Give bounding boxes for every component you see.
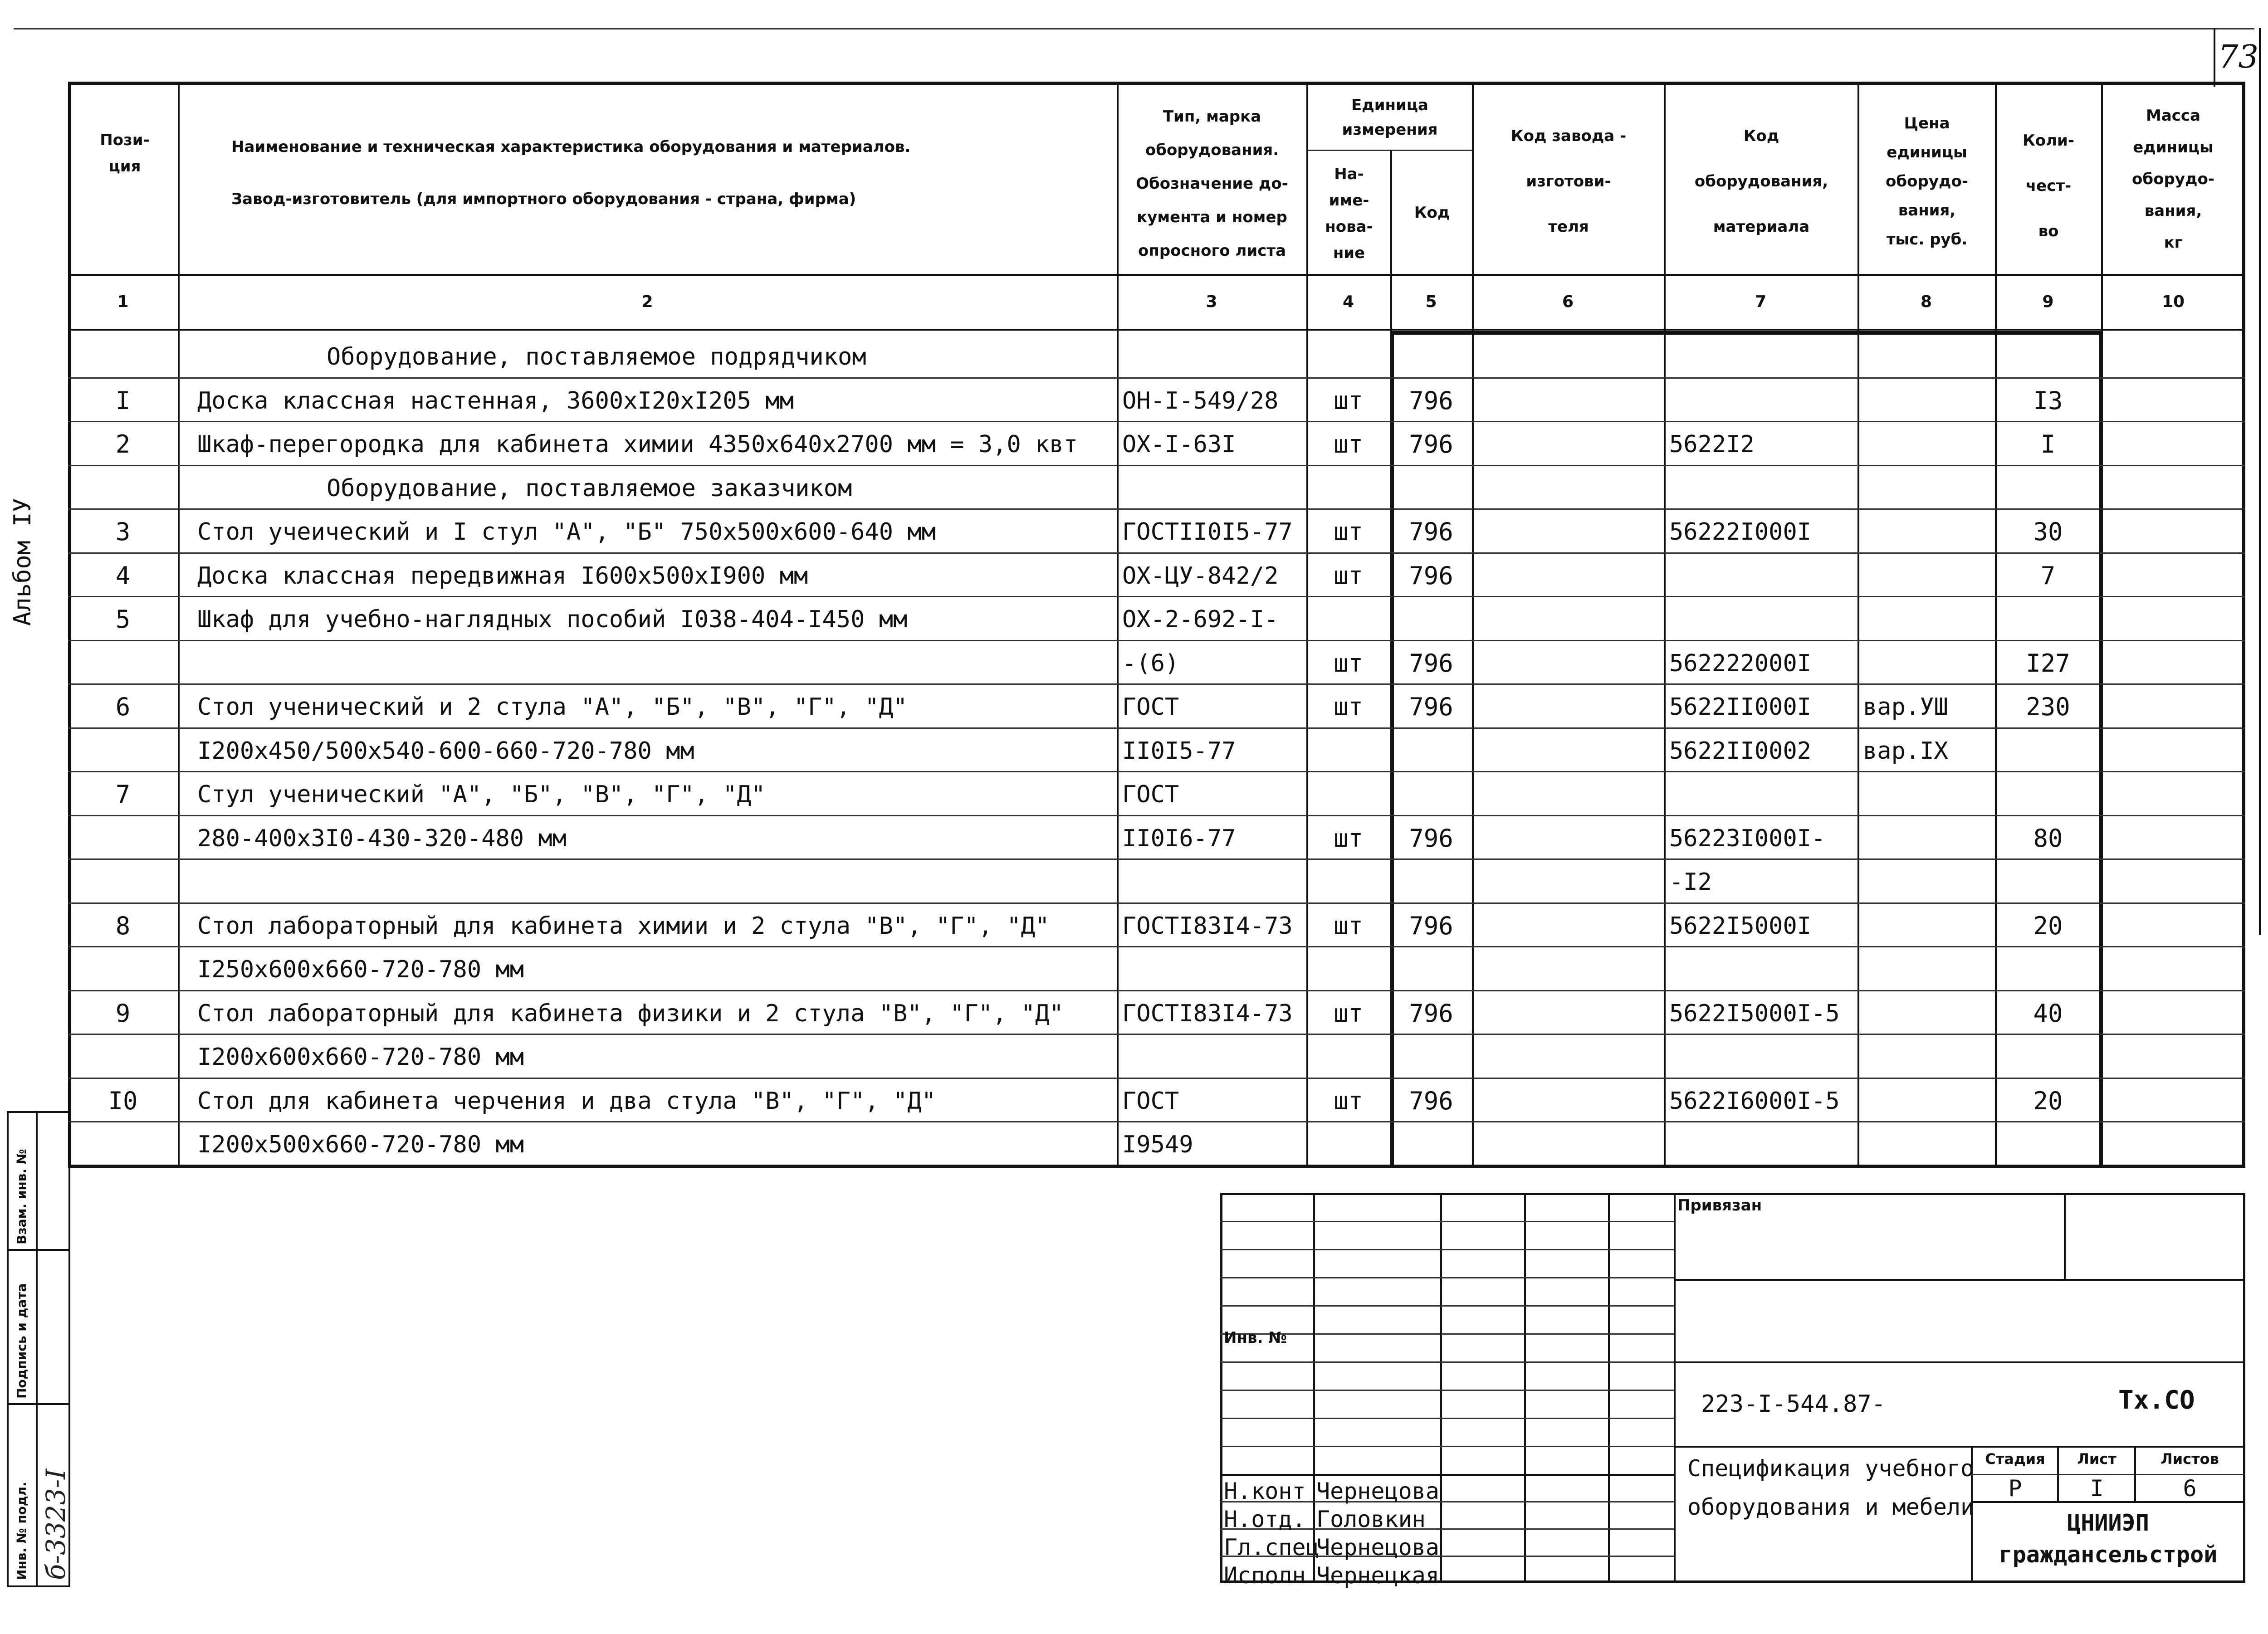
cell-type: II0I6-77 — [1122, 824, 1236, 852]
column-number: 9 — [2042, 293, 2054, 311]
cell-name: Стол ученический и 2 стула "А", "Б", "В", "Г", "Д" — [197, 693, 908, 721]
row-divider — [68, 771, 2245, 772]
cell-code: 796 — [1409, 824, 1453, 853]
side-stamp — [7, 1111, 70, 1587]
cell-qty: 7 — [2040, 561, 2056, 590]
hdr-type: Тип, марка оборудования. Обозначение до- кумента и номер опросного листа — [1136, 107, 1288, 260]
cell-pos: 3 — [115, 517, 131, 546]
hdr-equip-code: Код оборудования, материала — [1694, 127, 1828, 236]
sheet-label: Лист — [2077, 1450, 2116, 1468]
cell-equip: 5622II000I — [1669, 693, 1812, 721]
cell-name: Стол для кабинета черчения и два стула "В", "Г", "Д" — [197, 1087, 936, 1115]
cell-type: ГОСТI83I4-73 — [1122, 1000, 1293, 1027]
cell-type: ГОСТ — [1122, 781, 1179, 808]
hdr-pos: Пози- ция — [100, 131, 150, 176]
row-divider — [68, 815, 2245, 816]
row-divider — [68, 858, 2245, 860]
col-line-1 — [178, 82, 180, 1168]
cell-unit: шт — [1333, 1086, 1364, 1115]
inv-no-label: Инв. № — [1224, 1329, 1287, 1347]
cell-type: ОХ-ЦУ-842/2 — [1122, 562, 1279, 590]
cell-code: 796 — [1409, 386, 1453, 415]
org-line-2: граждансельстрой — [1999, 1541, 2218, 1568]
row-divider — [68, 640, 2245, 641]
column-number: 8 — [1920, 293, 1932, 311]
cell-price: вар.УШ — [1863, 693, 1948, 721]
hdr-price: Цена единицы оборудо- вания, тыс. руб. — [1886, 114, 1968, 249]
cell-pos: 8 — [115, 911, 131, 940]
cell-code: 796 — [1409, 649, 1453, 678]
vzam-label: Взам. инв. № — [14, 1149, 29, 1244]
privyazan-label: Привязан — [1677, 1196, 1762, 1215]
column-number: 7 — [1755, 293, 1767, 311]
cell-code: 796 — [1409, 1086, 1453, 1115]
cell-pos: 4 — [115, 561, 131, 590]
hdr-unit-group: Единица измерения — [1342, 96, 1438, 139]
cell-pos: 2 — [115, 430, 131, 458]
podpis-label: Подпись и дата — [14, 1283, 29, 1399]
hdr-mass: Масса единицы оборудо- вания, кг — [2132, 107, 2214, 252]
title-block — [1220, 1193, 2245, 1589]
row-divider — [68, 1121, 2245, 1122]
signature-name: Чернецова — [1316, 1534, 1439, 1561]
signature-role: Исполн — [1224, 1562, 1306, 1589]
row-divider — [68, 727, 2245, 729]
cell-qty: 30 — [2033, 517, 2063, 546]
column-number: 3 — [1206, 293, 1217, 311]
row-divider — [68, 990, 2245, 991]
bold-bottom — [1390, 1165, 2102, 1168]
cell-unit: шт — [1333, 911, 1364, 940]
hdr-unit-name: На- име- нова- ние — [1325, 165, 1373, 262]
colnum-bottom — [68, 329, 2245, 331]
cell-name: Шкаф для учебно-наглядных пособий I038-404-I450 мм — [197, 606, 908, 633]
page-number: 73 — [2218, 38, 2259, 75]
cell-name: Доска классная настенная, 3600хI20хI205 мм — [197, 387, 794, 415]
cell-code: 796 — [1409, 430, 1453, 458]
stage-value: Р — [2008, 1475, 2022, 1502]
cell-type: ГОСТI83I4-73 — [1122, 912, 1293, 940]
hdr-name-2: Завод-изготовитель (для импортного оборудования - страна, фирма) — [231, 190, 856, 208]
cell-type: ГОСТ — [1122, 1087, 1179, 1115]
cell-type: -(6) — [1122, 649, 1179, 677]
cell-name: I200х450/500х540-600-660-720-780 мм — [197, 737, 694, 765]
doc-number: 223-I-544.87- — [1701, 1390, 1886, 1418]
cell-qty: I27 — [2026, 649, 2070, 678]
cell-name: I250х600х660-720-780 мм — [197, 956, 524, 983]
cell-qty: 230 — [2026, 693, 2070, 721]
cell-equip: 562222000I — [1669, 649, 1812, 677]
cell-pos: I0 — [108, 1086, 138, 1115]
sheets-label: Листов — [2160, 1450, 2219, 1468]
row-divider — [68, 596, 2245, 597]
cell-unit: шт — [1333, 824, 1364, 853]
signature-role: Н.отд. — [1224, 1506, 1306, 1532]
cell-type: I9549 — [1122, 1131, 1193, 1158]
column-number: 2 — [641, 293, 653, 311]
cell-name: Стол учеический и I стул "А", "Б" 750х500х600-640 мм — [197, 518, 936, 546]
row-divider — [68, 508, 2245, 510]
cell-equip: 5622I2 — [1669, 431, 1755, 458]
cell-equip: 5622II0002 — [1669, 737, 1812, 765]
row-divider — [68, 946, 2245, 947]
cell-name: Стул ученический "А", "Б", "В", "Г", "Д" — [197, 781, 766, 808]
column-number: 5 — [1425, 293, 1437, 311]
cell-qty: 20 — [2033, 1086, 2063, 1115]
cell-unit: шт — [1333, 999, 1364, 1028]
cell-type: ОХ-I-63I — [1122, 431, 1236, 458]
column-number: 1 — [117, 293, 129, 311]
cell-unit: шт — [1333, 561, 1364, 590]
cell-unit: шт — [1333, 693, 1364, 721]
column-number: 10 — [2161, 293, 2185, 311]
cell-code: 796 — [1409, 561, 1453, 590]
cell-type: ОХ-2-692-I- — [1122, 606, 1279, 633]
cell-name: Доска классная передвижная I600х500хI900 мм — [197, 562, 808, 590]
column-number: 4 — [1342, 293, 1354, 311]
sheet-value: I — [2090, 1475, 2104, 1502]
signature-role: Н.конт — [1224, 1478, 1306, 1504]
doc-code: Тх.СО — [2118, 1385, 2195, 1415]
cell-pos: I — [115, 386, 131, 415]
cell-name: Стол лабораторный для кабинета физики и 2 стула "В", "Г", "Д" — [197, 1000, 1064, 1027]
sheets-value: 6 — [2183, 1475, 2197, 1502]
title-line-1: Спецификация учебного — [1687, 1455, 1975, 1482]
handwritten-archive-number: б-3323-I — [40, 1468, 71, 1580]
cell-price: вар.IX — [1863, 737, 1948, 765]
column-number: 6 — [1562, 293, 1574, 311]
cell-equip: 56222I000I — [1669, 518, 1812, 546]
title-line-2: оборудования и мебели — [1687, 1494, 1975, 1520]
bold-top — [1390, 331, 2102, 335]
hdr-qty: Коли- чест- во — [2023, 132, 2074, 240]
cell-name: Шкаф-перегородка для кабинета химии 4350х640х2700 мм = 3,0 квт — [197, 431, 1078, 458]
cell-pos: 5 — [115, 605, 131, 634]
row-divider — [68, 902, 2245, 904]
cell-name: I200х500х660-720-780 мм — [197, 1131, 524, 1158]
cell-equip: 5622I6000I-5 — [1669, 1087, 1840, 1115]
row-divider — [68, 683, 2245, 685]
inv-podl-label: Инв. № подл. — [14, 1482, 29, 1580]
cell-pos: 6 — [115, 693, 131, 721]
page-number-box-left — [2214, 28, 2215, 87]
cell-name: Стол лабораторный для кабинета химии и 2 стула "В", "Г", "Д" — [197, 912, 1050, 940]
cell-equip: 5622I5000I — [1669, 912, 1812, 940]
cell-name: Оборудование, поставляемое подрядчиком — [327, 343, 866, 371]
hdr-unit-code: Код — [1414, 204, 1450, 222]
cell-equip: 5622I5000I-5 — [1669, 1000, 1840, 1027]
signature-name: Чернецкая — [1316, 1562, 1439, 1589]
cell-unit: шт — [1333, 517, 1364, 546]
hdr-name-1: Наименование и техническая характеристика оборудования и материалов. — [231, 138, 911, 156]
cell-unit: шт — [1333, 430, 1364, 458]
cell-type: ОН-I-549/28 — [1122, 387, 1279, 415]
org-line-1: ЦНИИЭП — [2067, 1510, 2149, 1536]
cell-code: 796 — [1409, 693, 1453, 721]
cell-qty: 20 — [2033, 911, 2063, 940]
cell-name: 280-400х3I0-430-320-480 мм — [197, 824, 567, 852]
unit-group-divider — [1306, 150, 1472, 151]
top-rule — [14, 28, 2254, 29]
row-divider — [68, 465, 2245, 466]
cell-code: 796 — [1409, 911, 1453, 940]
right-border — [2259, 28, 2261, 935]
row-divider — [68, 552, 2245, 554]
cell-qty: I3 — [2033, 386, 2063, 415]
stage-label: Стадия — [1985, 1450, 2045, 1468]
cell-type: II0I5-77 — [1122, 737, 1236, 765]
cell-qty: I — [2040, 430, 2056, 458]
row-divider — [68, 421, 2245, 422]
header-bottom — [68, 274, 2245, 276]
signature-name: Чернецова — [1316, 1478, 1439, 1504]
cell-type: ГОСТII0I5-77 — [1122, 518, 1293, 546]
signature-role: Гл.спец — [1224, 1534, 1320, 1561]
signature-name: Головкин — [1316, 1506, 1426, 1532]
row-divider — [68, 1034, 2245, 1035]
cell-equip: -I2 — [1669, 868, 1712, 896]
row-divider — [68, 1078, 2245, 1079]
cell-unit: шт — [1333, 649, 1364, 678]
cell-pos: 9 — [115, 999, 131, 1028]
row-divider — [68, 377, 2245, 379]
cell-name: I200х600х660-720-780 мм — [197, 1044, 524, 1071]
cell-qty: 80 — [2033, 824, 2063, 853]
cell-equip: 56223I000I- — [1669, 824, 1826, 852]
cell-name: Оборудование, поставляемое заказчиком — [327, 474, 852, 502]
cell-code: 796 — [1409, 999, 1453, 1028]
album-label: Альбом IУ — [9, 498, 36, 626]
cell-pos: 7 — [115, 780, 131, 809]
cell-unit: шт — [1333, 386, 1364, 415]
hdr-factory-code: Код завода - изготови- теля — [1510, 127, 1627, 236]
cell-type: ГОСТ — [1122, 693, 1179, 721]
cell-qty: 40 — [2033, 999, 2063, 1028]
cell-code: 796 — [1409, 517, 1453, 546]
